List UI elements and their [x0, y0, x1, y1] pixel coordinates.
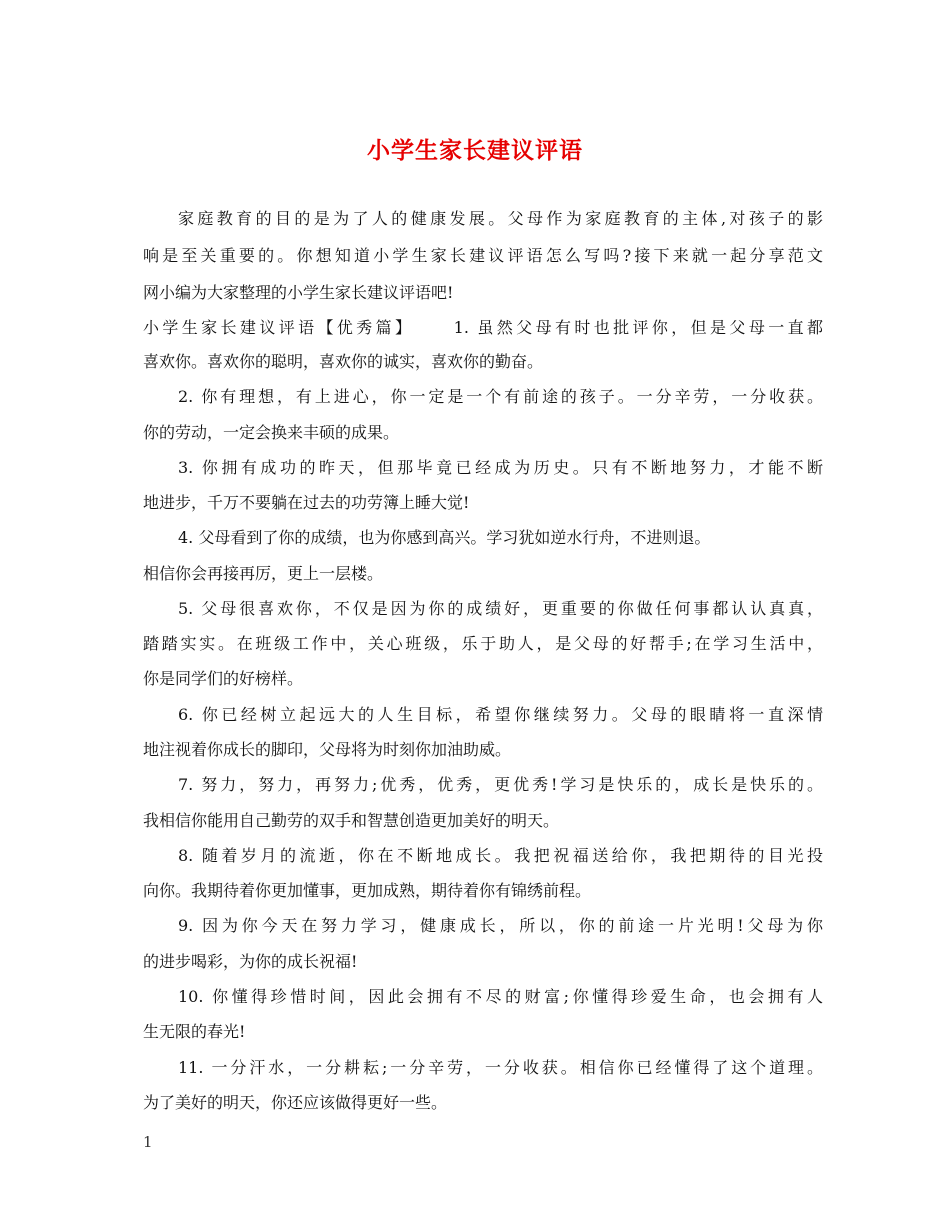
text-line: 响是至关重要的。你想知道小学生家长建议评语怎么写吗?接下来就一起分享范文	[143, 246, 823, 265]
text-line: 向你。我期待着你更加懂事，更加成熟，期待着你有锦绣前程。	[143, 881, 592, 900]
text-line: 小学生家长建议评语【优秀篇】 1. 虽然父母有时也批评你，但是父母一直都	[143, 318, 823, 337]
text-line: 喜欢你。喜欢你的聪明，喜欢你的诚实，喜欢你的勤奋。	[143, 352, 544, 371]
text-line: 的进步喝彩，为你的成长祝福!	[143, 952, 358, 971]
text-line: 9. 因为你今天在努力学习，健康成长，所以，你的前途一片光明!父母为你	[178, 916, 823, 935]
text-line: 家庭教育的目的是为了人的健康发展。父母作为家庭教育的主体,对孩子的影	[178, 209, 823, 228]
page-number: 1	[143, 1133, 153, 1151]
text-line: 为了美好的明天，你还应该做得更好一些。	[143, 1093, 448, 1112]
text-line: 3. 你拥有成功的昨天，但那毕竟已经成为历史。只有不断地努力，才能不断	[178, 458, 823, 477]
text-line: 5. 父母很喜欢你，不仅是因为你的成绩好，更重要的你做任何事都认认真真，	[178, 599, 823, 618]
text-line: 7. 努力，努力，再努力;优秀，优秀，更优秀!学习是快乐的，成长是快乐的。	[178, 775, 823, 794]
text-line: 6. 你已经树立起远大的人生目标，希望你继续努力。父母的眼睛将一直深情	[178, 705, 823, 724]
text-line: 网小编为大家整理的小学生家长建议评语吧!	[143, 283, 454, 302]
text-line: 你是同学们的好榜样。	[143, 669, 304, 688]
text-line: 你的劳动，一定会换来丰硕的成果。	[143, 423, 400, 442]
text-line: 生无限的春光!	[143, 1022, 246, 1041]
text-line: 我相信你能用自己勤劳的双手和智慧创造更加美好的明天。	[143, 811, 560, 830]
document-title: 小学生家长建议评语	[367, 138, 583, 164]
text-line: 地注视着你成长的脚印，父母将为时刻你加油助威。	[143, 740, 512, 759]
text-line: 2. 你有理想，有上进心，你一定是一个有前途的孩子。一分辛劳，一分收获。	[178, 387, 823, 406]
text-line: 10. 你懂得珍惜时间，因此会拥有不尽的财富;你懂得珍爱生命，也会拥有人	[178, 987, 823, 1006]
text-line: 8. 随着岁月的流逝，你在不断地成长。我把祝福送给你，我把期待的目光投	[178, 846, 823, 865]
text-line: 地进步，千万不要躺在过去的功劳簿上睡大觉!	[143, 493, 470, 512]
text-line: 相信你会再接再厉，更上一层楼。	[143, 564, 384, 583]
text-line: 4. 父母看到了你的成绩，也为你感到高兴。学习犹如逆水行舟，不进则退。	[178, 528, 711, 547]
text-line: 11. 一分汗水，一分耕耘;一分辛劳，一分收获。相信你已经懂得了这个道理。	[178, 1058, 823, 1077]
text-line: 踏踏实实。在班级工作中，关心班级，乐于助人，是父母的好帮手;在学习生活中，	[143, 634, 823, 653]
